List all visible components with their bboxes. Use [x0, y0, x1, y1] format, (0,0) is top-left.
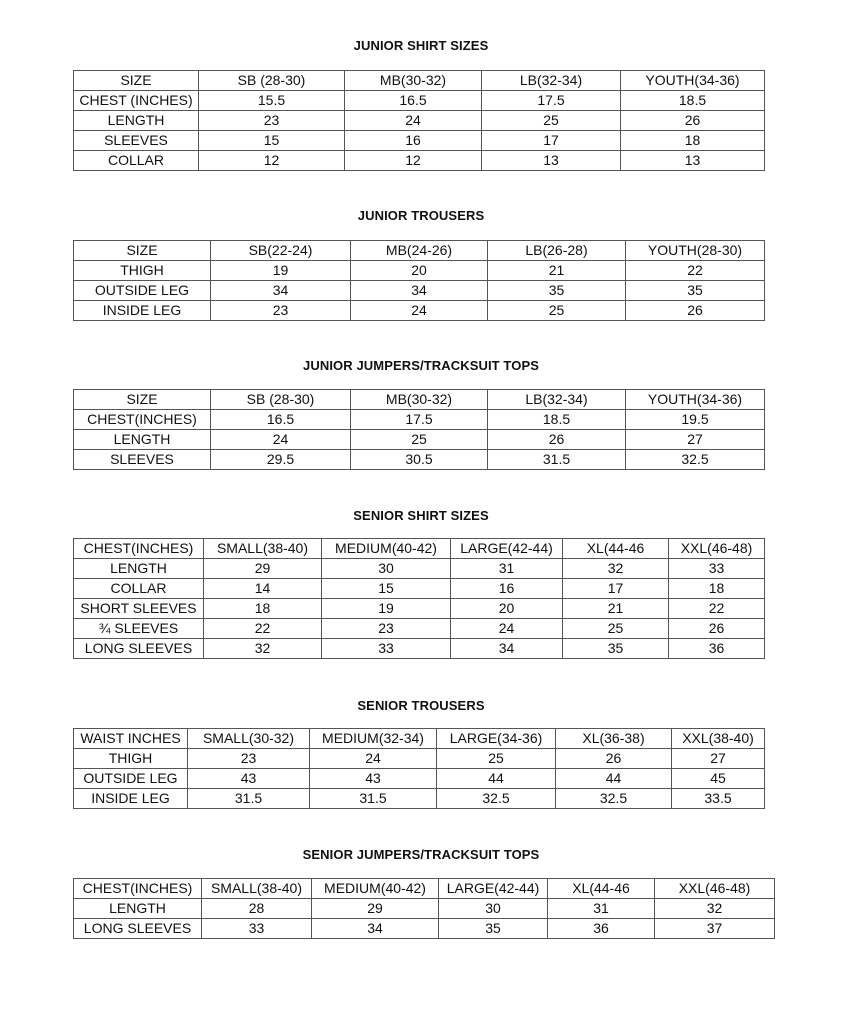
table-row — [74, 410, 765, 430]
value-cell: 19 — [322, 599, 451, 619]
value-cell: 32 — [655, 899, 775, 919]
junior-shirt-sizes-table — [73, 70, 765, 171]
row-label-cell: CHEST (INCHES) — [74, 91, 199, 111]
row-label-cell: LONG SLEEVES — [74, 639, 204, 659]
value-cell: 34 — [211, 281, 351, 301]
row-label-cell: LENGTH — [74, 430, 211, 450]
table-row — [74, 789, 765, 809]
table-row — [74, 899, 775, 919]
table-row — [74, 639, 765, 659]
value-cell: 26 — [626, 301, 765, 321]
header-cell: XXL(46-48) — [655, 879, 775, 899]
value-cell: 36 — [548, 919, 655, 939]
value-cell: 30.5 — [351, 450, 488, 470]
value-cell: 25 — [563, 619, 669, 639]
value-cell: 23 — [188, 749, 310, 769]
value-cell: 29 — [312, 899, 439, 919]
value-cell: 22 — [626, 261, 765, 281]
table-header-row — [74, 879, 775, 899]
value-cell: 15 — [199, 131, 345, 151]
table-row — [74, 579, 765, 599]
value-cell: 23 — [211, 301, 351, 321]
value-cell: 31.5 — [188, 789, 310, 809]
value-cell: 17 — [563, 579, 669, 599]
value-cell: 44 — [556, 769, 672, 789]
value-cell: 12 — [199, 151, 345, 171]
value-cell: 14 — [204, 579, 322, 599]
table-row — [74, 281, 765, 301]
junior-jumpers-title: JUNIOR JUMPERS/TRACKSUIT TOPS — [303, 358, 539, 373]
header-cell: SB(22-24) — [211, 241, 351, 261]
value-cell: 32.5 — [437, 789, 556, 809]
table-header-row — [74, 71, 765, 91]
value-cell: 26 — [556, 749, 672, 769]
header-cell: LB(32-34) — [488, 390, 626, 410]
value-cell: 18 — [621, 131, 765, 151]
value-cell: 34 — [351, 281, 488, 301]
value-cell: 30 — [322, 559, 451, 579]
row-label-cell: SHORT SLEEVES — [74, 599, 204, 619]
value-cell: 26 — [669, 619, 765, 639]
value-cell: 32 — [204, 639, 322, 659]
value-cell: 25 — [488, 301, 626, 321]
value-cell: 35 — [626, 281, 765, 301]
value-cell: 20 — [351, 261, 488, 281]
row-label-cell: LENGTH — [74, 111, 199, 131]
header-cell: CHEST(INCHES) — [74, 879, 202, 899]
value-cell: 29.5 — [211, 450, 351, 470]
header-cell: YOUTH(28-30) — [626, 241, 765, 261]
value-cell: 33 — [669, 559, 765, 579]
header-cell: XXL(46-48) — [669, 539, 765, 559]
value-cell: 32.5 — [556, 789, 672, 809]
table-row — [74, 450, 765, 470]
header-cell: SIZE — [74, 390, 211, 410]
header-cell: WAIST INCHES — [74, 729, 188, 749]
value-cell: 21 — [488, 261, 626, 281]
value-cell: 32 — [563, 559, 669, 579]
header-cell: LB(32-34) — [482, 71, 621, 91]
row-label-cell: THIGH — [74, 749, 188, 769]
value-cell: 32.5 — [626, 450, 765, 470]
value-cell: 20 — [451, 599, 563, 619]
junior-shirt-sizes-title: JUNIOR SHIRT SIZES — [353, 38, 489, 53]
value-cell: 13 — [621, 151, 765, 171]
table-row — [74, 131, 765, 151]
value-cell: 22 — [669, 599, 765, 619]
value-cell: 28 — [202, 899, 312, 919]
value-cell: 31 — [548, 899, 655, 919]
table-header-row — [74, 539, 765, 559]
value-cell: 23 — [199, 111, 345, 131]
value-cell: 33.5 — [672, 789, 765, 809]
value-cell: 18.5 — [488, 410, 626, 430]
header-cell: SB (28-30) — [211, 390, 351, 410]
table-row — [74, 261, 765, 281]
header-cell: LARGE(42-44) — [439, 879, 548, 899]
senior-trousers-title: SENIOR TROUSERS — [357, 698, 485, 713]
row-label-cell: OUTSIDE LEG — [74, 281, 211, 301]
value-cell: 25 — [482, 111, 621, 131]
value-cell: 16.5 — [345, 91, 482, 111]
value-cell: 43 — [310, 769, 437, 789]
table-row — [74, 599, 765, 619]
value-cell: 33 — [322, 639, 451, 659]
row-label-cell: ¾ SLEEVES — [74, 619, 204, 639]
value-cell: 16.5 — [211, 410, 351, 430]
value-cell: 31.5 — [488, 450, 626, 470]
value-cell: 24 — [310, 749, 437, 769]
header-cell: MB(24-26) — [351, 241, 488, 261]
value-cell: 17.5 — [351, 410, 488, 430]
junior-trousers-table — [73, 240, 765, 321]
value-cell: 18 — [669, 579, 765, 599]
value-cell: 26 — [488, 430, 626, 450]
row-label-cell: INSIDE LEG — [74, 301, 211, 321]
junior-jumpers-table — [73, 389, 765, 470]
value-cell: 27 — [626, 430, 765, 450]
value-cell: 24 — [345, 111, 482, 131]
value-cell: 27 — [672, 749, 765, 769]
row-label-cell: CHEST(INCHES) — [74, 410, 211, 430]
header-cell: SMALL(38-40) — [204, 539, 322, 559]
header-cell: LB(26-28) — [488, 241, 626, 261]
senior-shirt-sizes-table — [73, 538, 765, 659]
header-cell: MEDIUM(40-42) — [322, 539, 451, 559]
table-header-row — [74, 729, 765, 749]
value-cell: 17 — [482, 131, 621, 151]
row-label-cell: LENGTH — [74, 559, 204, 579]
value-cell: 24 — [211, 430, 351, 450]
senior-jumpers-table — [73, 878, 775, 939]
value-cell: 24 — [351, 301, 488, 321]
row-label-cell: OUTSIDE LEG — [74, 769, 188, 789]
value-cell: 15 — [322, 579, 451, 599]
value-cell: 18.5 — [621, 91, 765, 111]
value-cell: 33 — [202, 919, 312, 939]
value-cell: 22 — [204, 619, 322, 639]
header-cell: MB(30-32) — [351, 390, 488, 410]
value-cell: 19.5 — [626, 410, 765, 430]
table-row — [74, 619, 765, 639]
header-cell: XXL(38-40) — [672, 729, 765, 749]
header-cell: SMALL(30-32) — [188, 729, 310, 749]
senior-shirt-sizes-title: SENIOR SHIRT SIZES — [353, 508, 489, 523]
table-row — [74, 301, 765, 321]
header-cell: SIZE — [74, 71, 199, 91]
value-cell: 16 — [451, 579, 563, 599]
value-cell: 35 — [488, 281, 626, 301]
value-cell: 17.5 — [482, 91, 621, 111]
header-cell: MEDIUM(40-42) — [312, 879, 439, 899]
header-cell: YOUTH(34-36) — [626, 390, 765, 410]
table-row — [74, 111, 765, 131]
value-cell: 24 — [451, 619, 563, 639]
value-cell: 12 — [345, 151, 482, 171]
value-cell: 31 — [451, 559, 563, 579]
header-cell: SMALL(38-40) — [202, 879, 312, 899]
table-row — [74, 430, 765, 450]
table-row — [74, 91, 765, 111]
value-cell: 25 — [351, 430, 488, 450]
senior-trousers-table — [73, 728, 765, 809]
header-cell: SIZE — [74, 241, 211, 261]
value-cell: 26 — [621, 111, 765, 131]
header-cell: XL(44-46 — [548, 879, 655, 899]
header-cell: LARGE(42-44) — [451, 539, 563, 559]
value-cell: 34 — [451, 639, 563, 659]
header-cell: XL(36-38) — [556, 729, 672, 749]
table-header-row — [74, 241, 765, 261]
value-cell: 35 — [563, 639, 669, 659]
row-label-cell: SLEEVES — [74, 450, 211, 470]
value-cell: 13 — [482, 151, 621, 171]
header-cell: MB(30-32) — [345, 71, 482, 91]
value-cell: 30 — [439, 899, 548, 919]
header-cell: MEDIUM(32-34) — [310, 729, 437, 749]
value-cell: 19 — [211, 261, 351, 281]
value-cell: 23 — [322, 619, 451, 639]
value-cell: 16 — [345, 131, 482, 151]
header-cell: YOUTH(34-36) — [621, 71, 765, 91]
value-cell: 18 — [204, 599, 322, 619]
value-cell: 15.5 — [199, 91, 345, 111]
value-cell: 37 — [655, 919, 775, 939]
value-cell: 36 — [669, 639, 765, 659]
header-cell: CHEST(INCHES) — [74, 539, 204, 559]
value-cell: 45 — [672, 769, 765, 789]
table-row — [74, 919, 775, 939]
value-cell: 44 — [437, 769, 556, 789]
table-row — [74, 151, 765, 171]
senior-jumpers-title: SENIOR JUMPERS/TRACKSUIT TOPS — [302, 847, 540, 862]
row-label-cell: SLEEVES — [74, 131, 199, 151]
row-label-cell: LONG SLEEVES — [74, 919, 202, 939]
table-header-row — [74, 390, 765, 410]
header-cell: XL(44-46 — [563, 539, 669, 559]
table-row — [74, 559, 765, 579]
table-row — [74, 769, 765, 789]
value-cell: 29 — [204, 559, 322, 579]
value-cell: 43 — [188, 769, 310, 789]
junior-trousers-title: JUNIOR TROUSERS — [357, 208, 485, 223]
value-cell: 21 — [563, 599, 669, 619]
header-cell: LARGE(34-36) — [437, 729, 556, 749]
value-cell: 31.5 — [310, 789, 437, 809]
row-label-cell: COLLAR — [74, 151, 199, 171]
value-cell: 34 — [312, 919, 439, 939]
header-cell: SB (28-30) — [199, 71, 345, 91]
value-cell: 35 — [439, 919, 548, 939]
row-label-cell: THIGH — [74, 261, 211, 281]
row-label-cell: COLLAR — [74, 579, 204, 599]
row-label-cell: INSIDE LEG — [74, 789, 188, 809]
table-row — [74, 749, 765, 769]
row-label-cell: LENGTH — [74, 899, 202, 919]
value-cell: 25 — [437, 749, 556, 769]
